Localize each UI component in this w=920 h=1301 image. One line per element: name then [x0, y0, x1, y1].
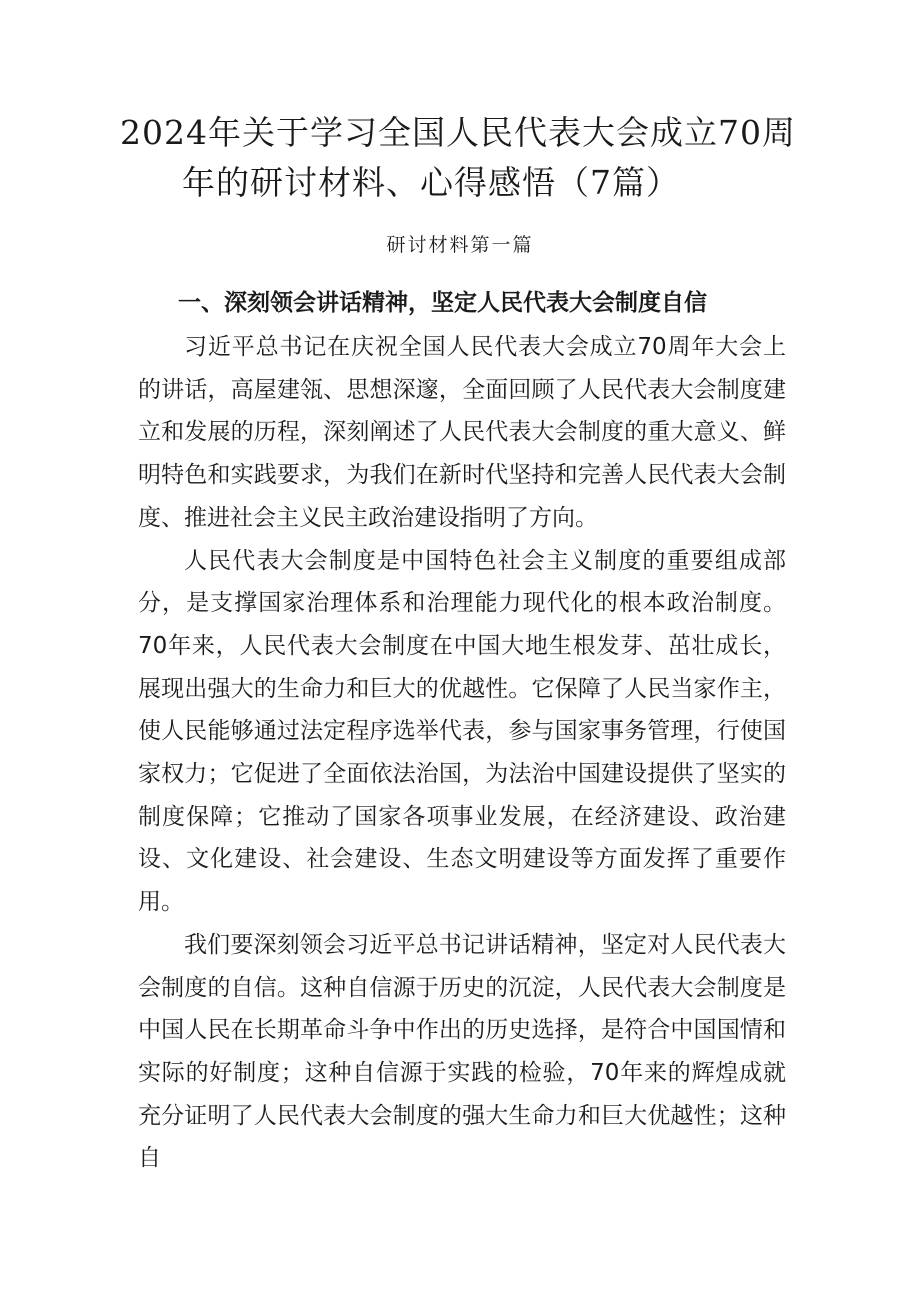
- paragraph-1: 习近平总书记在庆祝全国人民代表大会成立70周年大会上的讲话，高屋建瓴、思想深邃，全面回顾了人民代表大会制度建立和发展的历程，深刻阐述了人民代表大会制度的重大意义、鲜明特色和实践要求，为我们在新时代坚持和完善人民代表大会制度、推进社会主义民主政治建设指明了方向。: [138, 334, 786, 531]
- document-title-line-1: 2024年关于学习全国人民代表大会成立70周: [120, 113, 796, 152]
- body-text: [138, 326, 786, 1180]
- paragraph-3: 我们要深刻领会习近平总书记讲话精神，坚定对人民代表大会制度的自信。这种自信源于历史的沉淀，人民代表大会制度是中国人民在长期革命斗争中作出的历史选择，是符合中国国情和实际的好制度；这种自信源于实践的检验，70年来的辉煌成就充分证明了人民代表大会制度的强大生命力和巨大优越性；这种自: [138, 931, 786, 1172]
- paragraph-2: 人民代表大会制度是中国特色社会主义制度的重要组成部分，是支撑国家治理体系和治理能力现代化的根本政治制度。70年来，人民代表大会制度在中国大地生根发芽、茁壮成长，展现出强大的生命力和巨大的优越性。它保障了人民当家作主，使人民能够通过法定程序选举代表，参与国家事务管理，行使国家权力；它促进了全面依法治国，为法治中国建设提供了坚实的制度保障；它推动了国家各项事业发展，在经济建设、政治建设、文化建设、社会建设、生态文明建设等方面发挥了重要作用。: [138, 547, 786, 916]
- document-title-line-2: 年的研讨材料、心得感悟（7篇）: [182, 163, 680, 202]
- section-heading: 一、深刻领会讲话精神，坚定人民代表大会制度自信: [178, 290, 707, 316]
- document-title: [120, 108, 820, 208]
- document-subtitle: 研讨材料第一篇: [386, 234, 534, 256]
